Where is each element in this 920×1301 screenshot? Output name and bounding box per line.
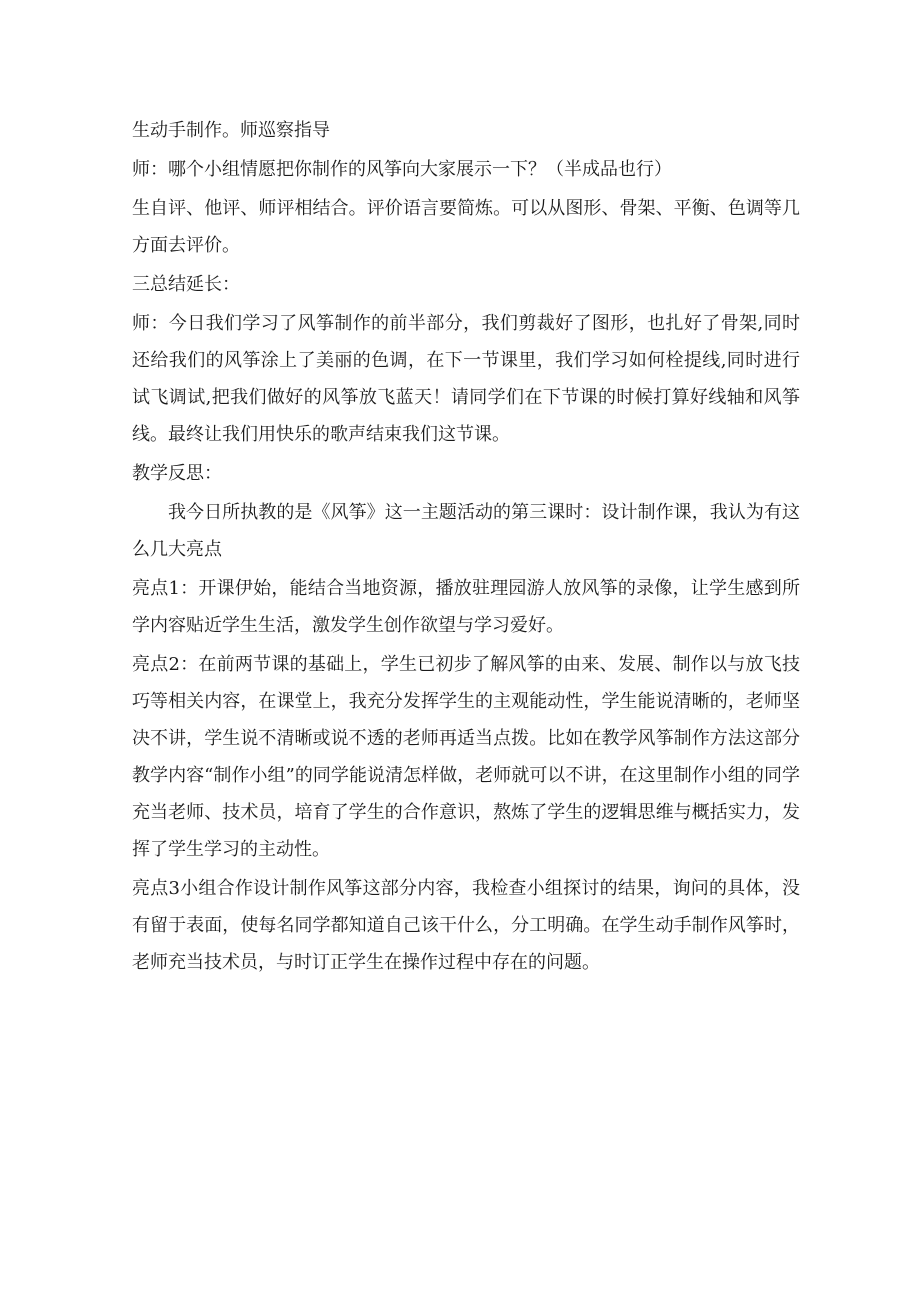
highlight-3: 亮点3小组合作设计制作风筝这部分内容，我检查小组探讨的结果，询问的具体，没有留于表面，使每名同学都知道自己该干什么，分工明确。在学生动手制作风筝时，老师充当技术员，与时订正学生在操作过程中存在的问题。 <box>132 878 800 973</box>
document-body <box>132 112 800 981</box>
paragraph-5: 我今日所执教的是《风筝》这一主题活动的第三课时：设计制作课，我认为有这么几大亮点 <box>132 502 800 560</box>
paragraph-2: 师：哪个小组情愿把你制作的风筝向大家展示一下？（半成品也行） <box>132 159 672 180</box>
highlight-2: 亮点2：在前两节课的基础上，学生已初步了解风筝的由来、发展、制作以与放飞技巧等相关内容，在课堂上，我充分发挥学生的主观能动性，学生能说清晰的，老师坚决不讲，学生说不清晰或说不透的老师再适当点拨。比如在教学风筝制作方法这部分教学内容“制作小组”的同学能说清怎样做，老师就可以不讲，在这里制作小组的同学充当老师、技术员，培育了学生的合作意识，熬炼了学生的逻辑思维与概括实力，发挥了学生学习的主动性。 <box>132 654 800 860</box>
paragraph-1: 生动手制作。师巡察指导 <box>132 120 330 141</box>
paragraph-3: 生自评、他评、师评相结合。评价语言要简炼。可以从图形、骨架、平衡、色调等几方面去评价。 <box>132 198 800 256</box>
section-heading-summary: 三总结延长： <box>132 274 240 295</box>
highlight-1: 亮点1：开课伊始，能结合当地资源，播放驻理园游人放风筝的录像，让学生感到所学内容贴近学生生活，激发学生创作欲望与学习爱好。 <box>132 578 800 636</box>
section-heading-reflection: 教学反思： <box>132 463 222 484</box>
paragraph-4: 师：今日我们学习了风筝制作的前半部分，我们剪裁好了图形，也扎好了骨架,同时还给我们的风筝涂上了美丽的色调，在下一节课里，我们学习如何栓提线,同时进行试飞调试,把我们做好的风筝放飞蓝天！请同学们在下节课的时候打算好线轴和风筝线。最终让我们用快乐的歌声结束我们这节课。 <box>132 313 800 445</box>
